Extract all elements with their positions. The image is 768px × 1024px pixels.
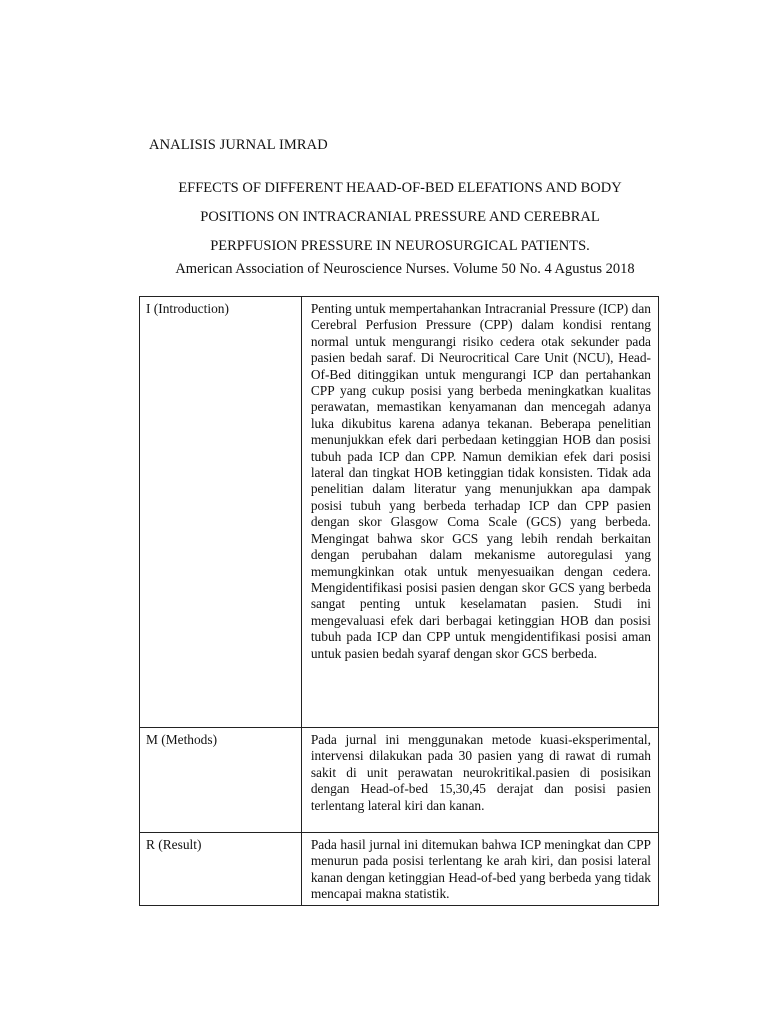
imrad-analysis-table — [139, 296, 659, 906]
journal-title-line: EFFECTS OF DIFFERENT HEAAD-OF-BED ELEFATIONS AND BODY — [178, 180, 622, 196]
row-label-text: M (Methods) — [146, 732, 218, 747]
row-label-result — [140, 833, 302, 906]
table-row-introduction — [140, 297, 659, 728]
table-row-methods — [140, 728, 659, 833]
row-label-text: R (Result) — [146, 837, 202, 852]
row-content-methods — [301, 728, 658, 833]
document-heading: ANALISIS JURNAL IMRAD — [149, 137, 328, 153]
row-content-result — [301, 833, 658, 906]
journal-title-line: PERPFUSION PRESSURE IN NEUROSURGICAL PATIENTS. — [210, 238, 590, 254]
row-content-text: Pada jurnal ini menggunakan metode kuasi-eksperimental, intervensi dilakukan pada 30 pasien yang di rawat di rumah sakit di unit perawatan neurokritikal.pasien di posisikan dengan Head-of-bed 15,30,45 derajat dan posisi pasien terlentang lateral kiri dan kanan. — [310, 732, 651, 813]
journal-title — [130, 174, 670, 261]
table-row-result — [140, 833, 659, 906]
journal-title-line: POSITIONS ON INTRACRANIAL PRESSURE AND CEREBRAL — [200, 209, 600, 225]
row-label-text: I (Introduction) — [146, 301, 229, 316]
journal-reference: American Association of Neuroscience Nurses. Volume 50 No. 4 Agustus 2018 — [175, 261, 635, 277]
row-label-introduction — [140, 297, 302, 728]
row-content-text: Pada hasil jurnal ini ditemukan bahwa ICP meningkat dan CPP menurun pada posisi terlentang ke arah kiri, dan posisi lateral kanan dengan ketinggian Head-of-bed yang berbeda yang tidak mencapai makna statistik. — [310, 837, 651, 902]
row-label-methods — [140, 728, 302, 833]
row-content-introduction — [301, 297, 658, 728]
row-content-text: Penting untuk mempertahankan Intracranial Pressure (ICP) dan Cerebral Perfusion Pressure (CPP) dalam kondisi rentang normal untuk mengurangi risiko cedera otak sekunder pada pasien bedah saraf. Di Neurocritical Care Unit (NCU), Head-Of-Bed ditinggikan untuk mengurangi ICP dan pertahankan CPP yang cukup posisi yang berbeda meningkatkan kualitas perawatan, memastikan kenyamanan dan mencegah adanya luka dikubitus karena adanya tekanan. Beberapa penelitian menunjukkan efek dari perbedaan ketinggian HOB dan posisi tubuh pada ICP dan CPP. Namun demikian efek dari posisi lateral dan tingkat HOB ketinggian tidak konsisten. Tidak ada penelitian dalam literatur yang menunjukkan apa dampak posisi tubuh yang berbeda terhadap ICP dan CPP pasien dengan skor Glasgow Coma Scale (GCS) yang berbeda. Mengingat bahwa skor GCS yang lebih rendah berkaitan dengan perubahan dalam mekanisme autoregulasi yang memungkinkan otak untuk menyesuaikan dengan cedera. Mengidentifikasi posisi pasien dengan skor GCS yang berbeda sangat penting untuk keselamatan pasien. Studi ini mengevaluasi efek dari berbagai ketinggian HOB dan posisi tubuh pada ICP dan CPP untuk mengidentifikasi posisi aman untuk pasien bedah syaraf dengan skor GCS berbeda. — [310, 301, 651, 661]
